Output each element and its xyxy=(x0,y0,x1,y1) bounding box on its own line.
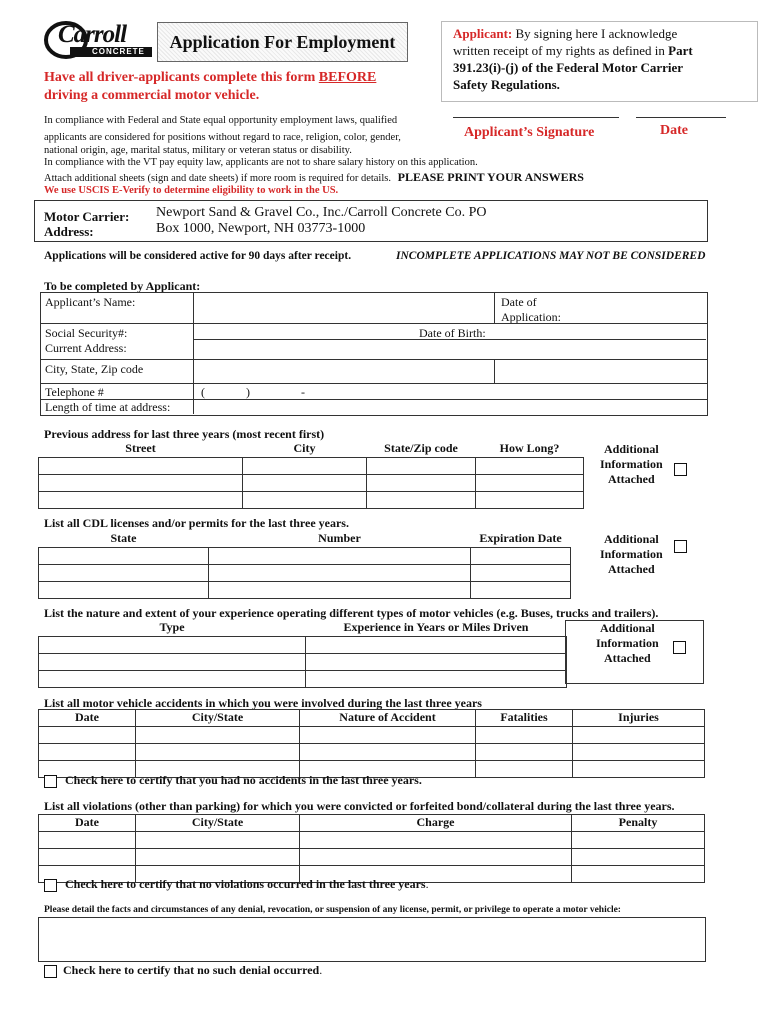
driver-notice-part1: Have all driver-applicants complete this form xyxy=(44,70,319,85)
table-row[interactable] xyxy=(39,582,571,599)
phone-dash: - xyxy=(301,385,305,399)
additional-info-line3: Attached xyxy=(604,651,651,665)
signature-date-line[interactable] xyxy=(636,117,726,118)
applicant-name-input[interactable] xyxy=(194,293,495,323)
additional-info-line1: Additional xyxy=(603,442,659,456)
additional-info-line2: Information xyxy=(600,547,663,561)
col-date: Date xyxy=(39,710,136,727)
acknowledgement-label: Applicant: xyxy=(453,26,513,41)
experience-title: List the nature and extent of your experience operating different types of motor vehicles (e.g. Buses, trucks and trailers). xyxy=(44,606,659,620)
table-row[interactable] xyxy=(39,637,567,654)
table-row[interactable] xyxy=(39,458,584,475)
acknowledgement-line3: 391.23(i)-(j) of the Federal Motor Carrier xyxy=(453,60,684,75)
no-violations-certify[interactable] xyxy=(44,877,429,892)
denial-textarea[interactable] xyxy=(38,917,706,962)
col-penalty: Penalty xyxy=(572,815,705,832)
pay-equity-text: In compliance with the VT pay equity law, applicants are not to share salary history on this application. xyxy=(44,157,478,168)
signature-date-label: Date xyxy=(660,123,688,138)
prev-address-table xyxy=(38,441,584,509)
col-city: City xyxy=(293,441,316,455)
col-nature: Nature of Accident xyxy=(300,710,476,727)
applicant-section-title: To be completed by Applicant: xyxy=(44,279,201,293)
col-city-state: City/State xyxy=(136,815,300,832)
col-expiration: Expiration Date xyxy=(479,531,562,545)
prev-address-title: Previous address for last three years (most recent first) xyxy=(44,427,325,441)
accidents-title: List all motor vehicle accidents in which you were involved during the last three years xyxy=(44,696,482,710)
additional-info-line2: Information xyxy=(596,636,659,650)
no-denial-certify[interactable] xyxy=(44,963,322,978)
accidents-table xyxy=(38,709,705,778)
no-denial-checkbox[interactable] xyxy=(44,965,57,978)
col-date: Date xyxy=(39,815,136,832)
dob-label: Date of Birth: xyxy=(419,326,486,340)
col-experience: Experience in Years or Miles Driven xyxy=(343,620,529,634)
cdl-title: List all CDL licenses and/or permits for the last three years. xyxy=(44,516,349,530)
prev-address-attached-checkbox[interactable] xyxy=(674,463,687,476)
violations-table xyxy=(38,814,705,883)
signature-line[interactable] xyxy=(453,117,619,118)
experience-attached-checkbox[interactable] xyxy=(673,641,686,654)
no-accidents-checkbox[interactable] xyxy=(44,775,57,788)
table-row[interactable] xyxy=(39,744,705,761)
col-injuries: Injuries xyxy=(573,710,705,727)
carrier-address-line2: Box 1000, Newport, NH 03773-1000 xyxy=(156,221,366,236)
table-row[interactable] xyxy=(39,565,571,582)
print-notice: PLEASE PRINT YOUR ANSWERS xyxy=(397,170,584,184)
date-of-application-label xyxy=(501,295,561,325)
row-divider-1 xyxy=(41,323,707,324)
compliance-text xyxy=(44,114,464,157)
city-state-zip-label: City, State, Zip code xyxy=(45,362,144,376)
col-charge: Charge xyxy=(300,815,572,832)
acknowledgement-line1: By signing here I acknowledge xyxy=(515,26,678,41)
table-row[interactable] xyxy=(39,654,567,671)
no-violations-label: Check here to certify that no violations occurred in the last three years xyxy=(65,877,426,891)
carrier-label-line1: Motor Carrier: xyxy=(44,209,130,224)
acknowledgement-line2: written receipt of my rights as defined in xyxy=(453,43,665,58)
cdl-table xyxy=(38,531,571,599)
date-of-application-line1: Date of xyxy=(501,295,537,309)
table-header-row xyxy=(39,531,571,548)
row-divider-3 xyxy=(41,383,707,384)
signature-label: Applicant’s Signature xyxy=(464,125,595,140)
carrier-label xyxy=(44,209,129,239)
no-violations-checkbox[interactable] xyxy=(44,879,57,892)
table-row[interactable] xyxy=(39,727,705,744)
logo-subtext: CONCRETE xyxy=(92,47,145,56)
table-header-row xyxy=(39,441,584,458)
additional-info-line1: Additional xyxy=(599,621,655,635)
applicant-block xyxy=(40,292,708,416)
additional-info-line1: Additional xyxy=(603,532,659,546)
no-accidents-label: Check here to certify that you had no accidents in the last three years. xyxy=(65,773,422,787)
table-header-row xyxy=(39,620,567,637)
table-row[interactable] xyxy=(39,548,571,565)
attach-sheets-line: Attach additional sheets (sign and date sheets) if more room is required for details. xyxy=(44,173,391,184)
col-state: State xyxy=(110,531,137,545)
no-accidents-certify[interactable] xyxy=(44,773,422,788)
carrier-address xyxy=(156,205,487,237)
address-label: Current Address: xyxy=(45,341,127,355)
compliance-line3: national origin, age, marital status, military or veteran status or disability. xyxy=(44,145,352,156)
applicant-name-label: Applicant’s Name: xyxy=(45,295,136,309)
driver-notice-part2: driving a commercial motor vehicle. xyxy=(44,88,260,103)
attach-sheets-text xyxy=(44,170,584,185)
carrier-address-line1: Newport Sand & Gravel Co., Inc./Carroll Concrete Co. PO xyxy=(156,205,487,220)
date-of-application-line2: Application: xyxy=(501,310,561,324)
driver-notice-before: BEFORE xyxy=(318,70,377,85)
city-state-zip-divider xyxy=(494,359,495,383)
table-row[interactable] xyxy=(39,832,705,849)
col-street: Street xyxy=(125,441,156,455)
table-row[interactable] xyxy=(39,492,584,509)
col-fatalities: Fatalities xyxy=(476,710,573,727)
prev-address-additional-info xyxy=(600,442,663,487)
address-input[interactable] xyxy=(194,339,706,360)
experience-table xyxy=(38,620,567,688)
telephone-label: Telephone # xyxy=(45,385,104,399)
logo-wordmark: Carroll xyxy=(58,21,127,48)
violations-title: List all violations (other than parking) for which you were convicted or forfeited bond/collateral during the last three years. xyxy=(44,799,675,813)
driver-notice xyxy=(44,69,424,105)
cdl-additional-info xyxy=(600,532,663,577)
acknowledgement-part: Part xyxy=(668,43,693,58)
phone-open-paren: ( xyxy=(201,385,205,399)
compliance-line1: In compliance with Federal and State equal opportunity employment laws, qualified xyxy=(44,115,398,126)
everify-notice: We use USCIS E-Verify to determine eligibility to work in the US. xyxy=(44,185,339,196)
row-divider-2 xyxy=(41,359,707,360)
no-violations-period: . xyxy=(425,877,429,891)
cdl-attached-checkbox[interactable] xyxy=(674,540,687,553)
page-title-text: Application For Employment xyxy=(169,31,396,52)
col-type: Type xyxy=(159,620,185,634)
col-how-long: How Long? xyxy=(499,441,560,455)
acknowledgement-line4: Safety Regulations. xyxy=(453,77,560,92)
ssn-label: Social Security#: xyxy=(45,326,128,340)
col-city-state: City/State xyxy=(136,710,300,727)
table-header-row xyxy=(39,815,705,832)
experience-additional-info xyxy=(596,621,659,666)
additional-info-line2: Information xyxy=(600,457,663,471)
carrier-label-line2: Address: xyxy=(44,224,94,239)
additional-info-line3: Attached xyxy=(608,472,655,486)
table-header-row xyxy=(39,710,705,727)
incomplete-notice: INCOMPLETE APPLICATIONS MAY NOT BE CONSIDERED xyxy=(396,250,706,262)
table-row[interactable] xyxy=(39,849,705,866)
active-notice: Applications will be considered active for 90 days after receipt. xyxy=(44,250,352,262)
acknowledgement-text xyxy=(453,25,753,93)
page-title xyxy=(157,22,408,62)
table-row[interactable] xyxy=(39,475,584,492)
col-state-zip: State/Zip code xyxy=(384,441,458,455)
no-denial-period: . xyxy=(319,963,323,977)
company-logo xyxy=(44,21,154,59)
no-denial-label: Check here to certify that no such denial occurred xyxy=(63,963,320,977)
table-row[interactable] xyxy=(39,671,567,688)
denial-title: Please detail the facts and circumstances of any denial, revocation, or suspension of any license, permit, or privilege to operate a motor vehicle: xyxy=(44,905,621,915)
compliance-line2: applicants are considered for positions without regard to race, religion, color, gender, xyxy=(44,132,401,143)
length-at-address-label: Length of time at address: xyxy=(45,400,171,414)
additional-info-line3: Attached xyxy=(608,562,655,576)
col-number: Number xyxy=(318,531,361,545)
phone-close-paren: ) xyxy=(246,385,250,399)
